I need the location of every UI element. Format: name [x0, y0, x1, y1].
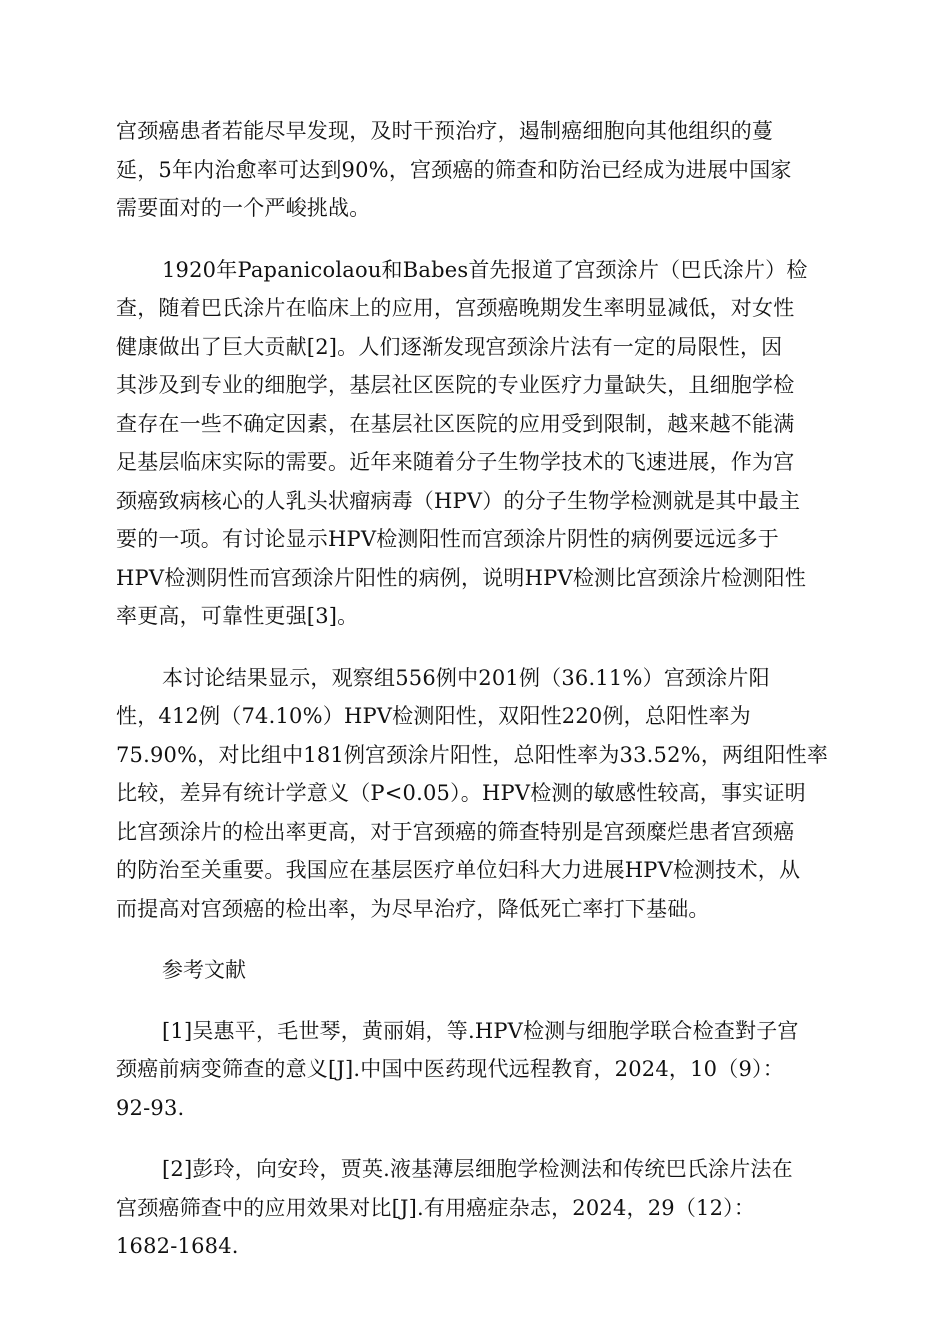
text-line: 其涉及到专业的细胞学，基层社区医院的专业医疗力量缺失，且细胞学检: [116, 373, 795, 397]
text-line: 足基层临床实际的需要。近年来随着分子生物学技术的飞速进展，作为宫: [116, 450, 795, 474]
text-line: 要的一项。有讨论显示HPV检测阳性而宫颈涂片阴性的病例要远远多于: [116, 527, 780, 551]
references-heading: 参考文献: [162, 958, 246, 982]
text-line: 健康做出了巨大贡献[2]。人们逐渐发现宫颈涂片法有一定的局限性，因: [116, 334, 783, 359]
text-line: 1682-1684.: [116, 1234, 239, 1258]
text-line: 性，412例（74.10%）HPV检测阳性，双阳性220例，总阳性率为: [116, 704, 751, 728]
text-line: HPV检测阴性而宫颈涂片阳性的病例，说明HPV检测比宫颈涂片检测阳性: [116, 565, 807, 590]
text-line: 宫颈癌患者若能尽早发现，及时干预治疗，遏制癌细胞向其他组织的蔓: [116, 119, 774, 143]
text-line: 颈癌致病核心的人乳头状瘤病毒（HPV）的分子生物学检测就是其中最主: [116, 488, 801, 513]
text-line: 宫颈癌筛查中的应用效果对比[J].有用癌症杂志，2024，29（12）：: [116, 1195, 756, 1220]
paragraph-1: [116, 112, 834, 228]
text-line: 而提高对宫颈癌的检出率，为尽早治疗，降低死亡率打下基础。: [116, 896, 710, 921]
text-line: 92-93.: [116, 1095, 185, 1120]
text-line: 比宫颈涂片的检出率更高，对于宫颈癌的筛查特别是宫颈糜烂患者宫颈癌: [116, 819, 795, 844]
document-page: [116, 112, 834, 1289]
text-line: 查，随着巴氏涂片在临床上的应用，宫颈癌晚期发生率明显减低，对女性: [116, 296, 795, 320]
text-line: 延，5年内治愈率可达到90%，宫颈癌的筛查和防治已经成为进展中国家: [116, 157, 792, 182]
paragraph-2: [116, 251, 834, 636]
text-line: [1]吴惠平，毛世琴，黄丽娟，等.HPV检测与细胞学联合检查對子宫: [162, 1018, 799, 1043]
text-line: 率更高，可靠性更强[3]。: [116, 604, 359, 628]
paragraph-3: [116, 659, 834, 929]
text-line: 颈癌前病变筛查的意义[J].中国中医药现代远程教育，2024，10（9）：: [116, 1057, 784, 1081]
text-line: 需要面对的一个严峻挑战。: [116, 196, 371, 220]
reference-item-1: [116, 1012, 834, 1128]
reference-item-2: [116, 1150, 834, 1266]
text-line: [2]彭玲，向安玲，贾英.液基薄层细胞学检测法和传统巴氏涂片法在: [162, 1157, 793, 1181]
text-line: 比较，差异有统计学意义（P<0.05）。HPV检测的敏感性较高，事实证明: [116, 781, 806, 805]
text-line: 的防治至关重要。我国应在基层医疗单位妇科大力进展HPV检测技术，从: [116, 858, 801, 882]
text-line: 本讨论结果显示，观察组556例中201例（36.11%）宫颈涂片阳: [162, 665, 770, 690]
text-line: 1920年Papanicolaou和Babes首先报道了宫颈涂片（巴氏涂片）检: [162, 257, 808, 282]
text-line: 75.90%，对比组中181例宫颈涂片阳性，总阳性率为33.52%，两组阳性率: [116, 742, 829, 767]
text-line: 查存在一些不确定因素，在基层社区医院的应用受到限制，越来越不能满: [116, 411, 795, 436]
